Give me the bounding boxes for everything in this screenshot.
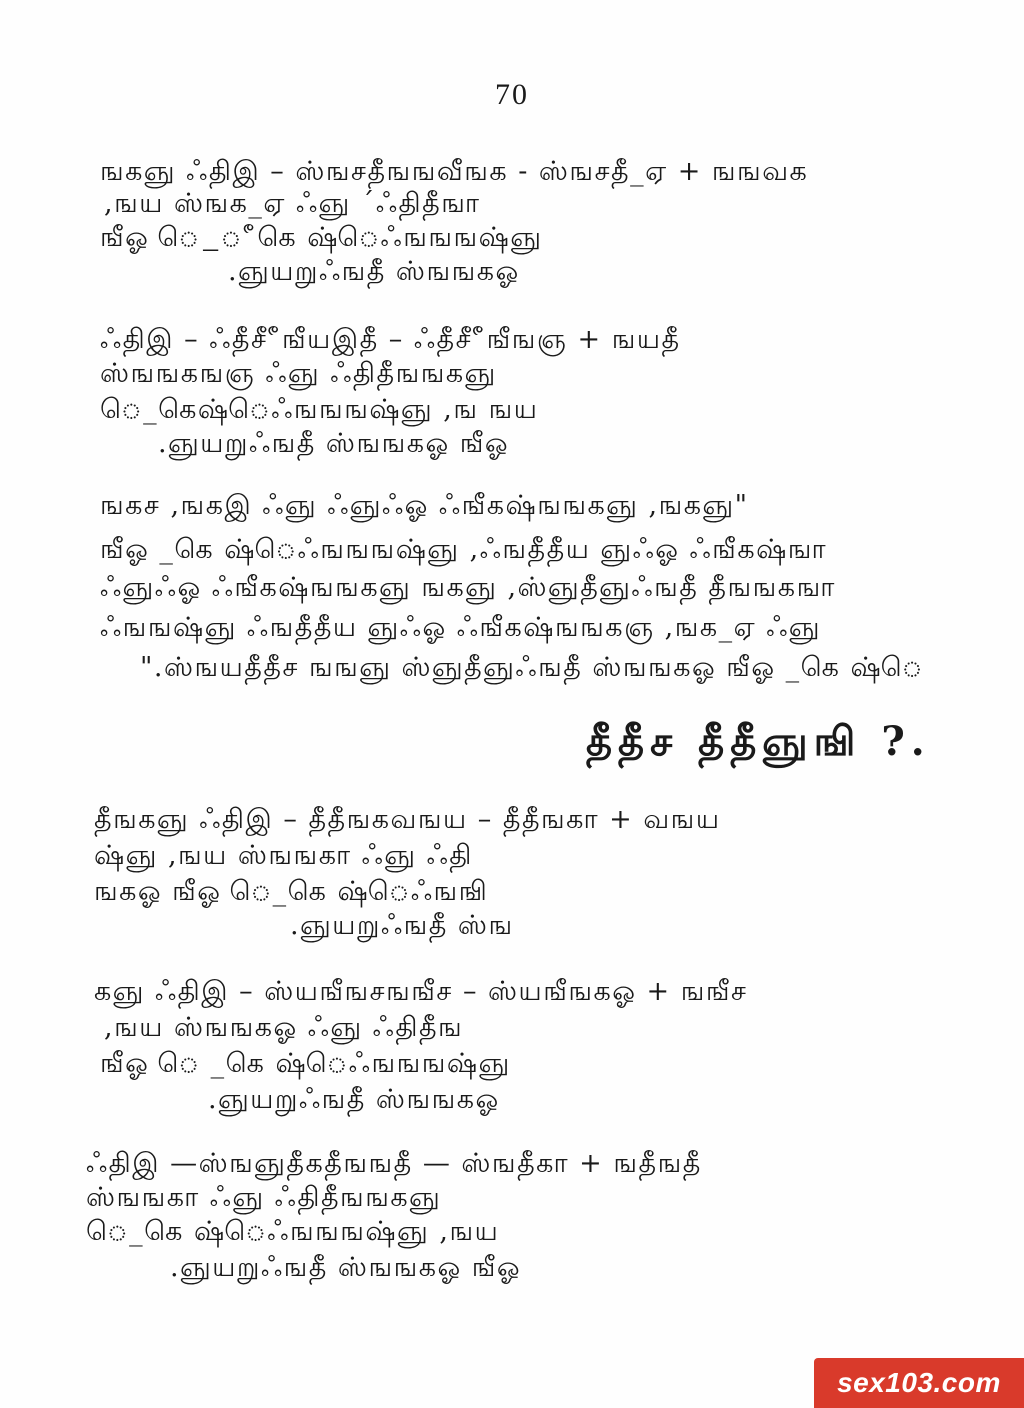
stanza-5-line-2: ,ஙய ஸ்ஙஙகஓ ஃஞு ஃதிதீங bbox=[104, 1012, 464, 1043]
stanza-4-line-3: ஙகஓ ஙீஓ ெ_கெ ஷ்ெஃஙஙி bbox=[94, 876, 489, 907]
stanza-6-line-3: ெ_கெ ஷ்ெஃஙஙஙஷ்ஞு ,ஙய bbox=[86, 1216, 500, 1247]
paragraph-line-5: ".ஸ்ஙயதீதீச ஙஙஞு ஸ்ஞுதீஞுஃஙதீ ஸ்ஙஙகஓ ஙீஓ _கெ ஷ்ெ bbox=[140, 652, 924, 683]
stanza-6-line-4: .ஞுயறுஃஙதீ ஸ்ஙஙகஓ ஙீஓ bbox=[170, 1252, 522, 1283]
paragraph-line-4: ஃஙஙஷ்ஞு ஃஙதீதீய ஞுஃஓ ஃஙீகஷ்ஙஙகஞ ,ஙக_ஏ ஃஞு bbox=[100, 612, 822, 643]
stanza-1-line-2: ,ஙய ஸ்ஙக_ஏ ஃஞு ´ஃதிதீஙா bbox=[104, 188, 481, 219]
stanza-2-line-3: ெ_கெஷ்ெஃஙஙஙஷ்ஞு ,ங ஙய bbox=[100, 394, 539, 425]
paragraph-line-1: ஙகச ,ஙகஇ ஃஞு ஃஞுஃஓ ஃஙீகஷ்ஙஙகஞு ,ஙகஞு" bbox=[100, 490, 749, 521]
stanza-5-line-4: .ஞுயறுஃஙதீ ஸ்ஙஙகஓ bbox=[208, 1084, 500, 1115]
watermark: sex103.com bbox=[814, 1358, 1024, 1408]
stanza-5-line-3: ஙீஓ ெ _கெ ஷ்ெஃஙஙஙஷ்ஞு bbox=[100, 1048, 511, 1079]
stanza-4-line-4: .ஞுயறுஃஙதீ ஸ்ங bbox=[290, 910, 514, 941]
paragraph-line-3: ஃஞுஃஓ ஃஙீகஷ்ஙஙகஞு ஙகஞு ,ஸ்ஞுதீஞுஃஙதீ தீஙஙகஙா bbox=[100, 572, 836, 603]
stanza-2-line-4: .ஞுயறுஃஙதீ ஸ்ஙஙகஓ ஙீஓ bbox=[158, 428, 510, 459]
stanza-1-line-1: ஙகஞு ஃதிஇ – ஸ்ஙசதீஙஙவீஙக - ஸ்ஙசதீ_ஏ + ஙஙவக bbox=[100, 156, 809, 187]
stanza-1-line-4: .ஞுயறுஃஙதீ ஸ்ஙஙகஓ bbox=[228, 256, 520, 287]
stanza-6-line-1: ஃதிஇ —ஸ்ஙஞுதீகதீஙஙதீ — ஸ்ஙதீகா + ஙதீஙதீ bbox=[86, 1148, 702, 1179]
stanza-4-line-2: ஷ்ஞு ,ஙய ஸ்ஙஙகா ஃஞு ஃதி bbox=[94, 840, 473, 871]
stanza-4-line-1: தீஙகஞு ஃதிஇ – தீதீஙகவஙய – தீதீஙகா + வஙய bbox=[94, 804, 721, 835]
stanza-6-line-2: ஸ்ஙஙகா ஃஞு ஃதிதீஙஙகஞு bbox=[86, 1182, 442, 1213]
stanza-1-line-3: ஙீஓ ெ_ீகெ ஷ்ெஃஙஙஙஷ்ஞு bbox=[100, 222, 543, 253]
stanza-2-line-2: ஸ்ஙஙகஙஞ ஃஞு ஃதிதீஙஙகஞு bbox=[100, 358, 497, 389]
page-number: 70 bbox=[495, 78, 529, 111]
stanza-5-line-1: கஞு ஃதிஇ – ஸ்யஙீஙசஙஙீச – ஸ்யஙீஙகஓ + ஙஙீச bbox=[94, 976, 748, 1007]
paragraph-line-2: ஙீஓ _கெ ஷ்ெஃஙஙஙஷ்ஞு ,ஃஙதீதீய ஞுஃஓ ஃஙீகஷ்ஙா bbox=[100, 534, 828, 565]
section-heading: தீதீச தீதீஞுஙி ?. bbox=[586, 718, 931, 765]
stanza-2-line-1: ஃதிஇ – ஃதீசீீஙீயஇதீ – ஃதீசீீஙீஙஞ + ஙயதீ bbox=[100, 324, 681, 355]
